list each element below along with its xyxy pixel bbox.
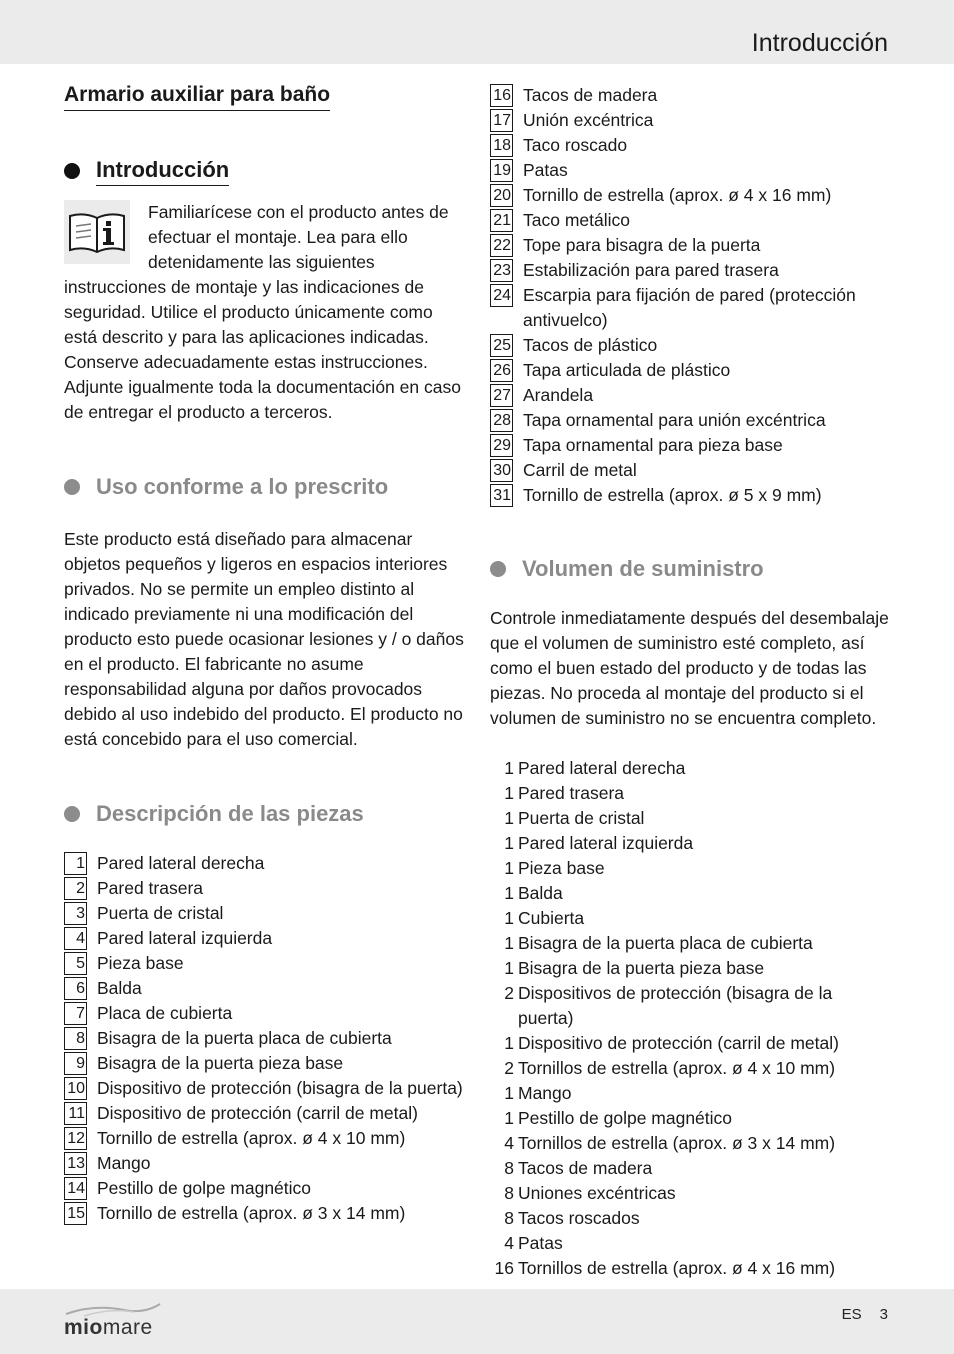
part-number: 20	[490, 184, 513, 207]
part-number: 18	[490, 134, 513, 157]
supply-quantity: 1	[504, 933, 514, 953]
part-label: Tacos de madera	[523, 85, 658, 105]
supply-quantity: 1	[504, 883, 514, 903]
part-item	[490, 333, 890, 358]
supply-quantity: 1	[504, 958, 514, 978]
part-item	[64, 976, 464, 1001]
part-item	[64, 1101, 464, 1126]
part-label: Tornillo de estrella (aprox. ø 4 x 10 mm)	[97, 1128, 406, 1148]
part-number: 24	[490, 284, 513, 307]
supply-quantity: 8	[504, 1208, 514, 1228]
intended-use-text: Este producto está diseñado para almacenar objetos pequeños y ligeros en espacios interiores privados. No se permite un empleo distinto al indicado previamente ni una modificación del producto esto puede ocasionar lesiones y / o daños en el producto. El fabricante no asume responsabilidad alguna por daños provocados debido al uso indebido del producto. El producto no está concebido para el uso comercial.	[64, 529, 464, 749]
part-number: 12	[64, 1127, 87, 1150]
supply-item	[490, 956, 890, 981]
part-item	[64, 1026, 464, 1051]
part-label: Patas	[523, 160, 568, 180]
part-item	[64, 1051, 464, 1076]
part-item	[64, 926, 464, 951]
supply-quantity: 8	[504, 1158, 514, 1178]
part-label: Dispositivo de protección (carril de metal)	[97, 1103, 418, 1123]
part-number: 22	[490, 234, 513, 257]
part-number: 8	[64, 1027, 87, 1050]
supply-quantity: 1	[504, 758, 514, 778]
language-code: ES	[841, 1306, 862, 1323]
supply-label: Tornillos de estrella (aprox. ø 4 x 10 mm)	[518, 1058, 836, 1078]
part-label: Arandela	[523, 385, 594, 405]
supply-item	[490, 906, 890, 931]
supply-quantity: 1	[504, 808, 514, 828]
part-item	[490, 133, 890, 158]
part-label: Pieza base	[97, 953, 184, 973]
part-number: 25	[490, 334, 513, 357]
part-number: 27	[490, 384, 513, 407]
brand-name-light: mare	[102, 1316, 153, 1339]
supply-quantity: 2	[504, 1058, 514, 1078]
supply-quantity: 1	[504, 908, 514, 928]
part-label: Mango	[97, 1153, 151, 1173]
part-number: 28	[490, 409, 513, 432]
supply-item	[490, 1131, 890, 1156]
part-label: Estabilización para pared trasera	[523, 260, 779, 280]
part-item	[490, 458, 890, 483]
part-number: 1	[64, 852, 87, 875]
part-label: Tacos de plástico	[523, 335, 658, 355]
supply-label: Dispositivo de protección (carril de metal)	[518, 1033, 839, 1053]
intended-use-heading-label: Uso conforme a lo prescrito	[96, 474, 389, 499]
bullet-icon	[490, 561, 506, 577]
part-number: 14	[64, 1177, 87, 1200]
parts-heading-label: Descripción de las piezas	[96, 801, 364, 826]
supply-quantity: 4	[504, 1133, 514, 1153]
part-item	[490, 283, 890, 333]
supply-label: Mango	[518, 1083, 572, 1103]
part-number: 3	[64, 902, 87, 925]
document-title: Armario auxiliar para baño	[64, 82, 330, 111]
supply-label: Pieza base	[518, 858, 605, 878]
part-label: Carril de metal	[523, 460, 637, 480]
part-number: 31	[490, 484, 513, 507]
supply-item	[490, 1106, 890, 1131]
footer-meta	[842, 1306, 888, 1323]
right-column	[490, 83, 890, 1281]
part-number: 19	[490, 159, 513, 182]
intended-use-heading	[64, 472, 464, 502]
part-number: 26	[490, 359, 513, 382]
supply-label: Tornillos de estrella (aprox. ø 3 x 14 mm)	[518, 1133, 836, 1153]
bullet-icon	[64, 806, 80, 822]
part-number: 9	[64, 1052, 87, 1075]
intro-heading	[64, 155, 464, 186]
supply-list	[490, 756, 890, 1281]
part-number: 7	[64, 1002, 87, 1025]
page-number: 3	[879, 1306, 888, 1323]
part-label: Pestillo de golpe magnético	[97, 1178, 312, 1198]
supply-item	[490, 1031, 890, 1056]
part-label: Tapa ornamental para unión excéntrica	[523, 410, 826, 430]
part-number: 17	[490, 109, 513, 132]
part-label: Dispositivo de protección (bisagra de la puerta)	[97, 1078, 463, 1098]
supply-label: Pared trasera	[518, 783, 625, 803]
part-label: Escarpia para fijación de pared (protección antivuelco)	[523, 285, 856, 330]
part-item	[64, 901, 464, 926]
part-item	[64, 1126, 464, 1151]
supply-label: Tornillos de estrella (aprox. ø 4 x 16 mm)	[518, 1258, 836, 1278]
supply-quantity: 1	[504, 1083, 514, 1103]
part-label: Tope para bisagra de la puerta	[523, 235, 761, 255]
supply-label: Bisagra de la puerta placa de cubierta	[518, 933, 813, 953]
part-number: 15	[64, 1202, 87, 1225]
page-title: Introducción	[751, 29, 888, 57]
parts-list-continued	[490, 83, 890, 508]
supply-item	[490, 856, 890, 881]
part-item	[490, 108, 890, 133]
supply-quantity: 2	[504, 983, 514, 1003]
part-label: Bisagra de la puerta placa de cubierta	[97, 1028, 392, 1048]
left-column	[64, 80, 464, 1226]
supply-heading-label: Volumen de suministro	[522, 556, 764, 581]
supply-item	[490, 1056, 890, 1081]
supply-item	[490, 756, 890, 781]
supply-label: Dispositivos de protección (bisagra de la puerta)	[518, 983, 833, 1028]
parts-list	[64, 851, 464, 1226]
part-item	[64, 951, 464, 976]
brand-name	[64, 1316, 153, 1340]
supply-item	[490, 1256, 890, 1281]
part-item	[64, 1076, 464, 1101]
supply-item	[490, 931, 890, 956]
brand-logo	[64, 1300, 164, 1344]
part-number: 30	[490, 459, 513, 482]
part-number: 6	[64, 977, 87, 1000]
part-item	[490, 183, 890, 208]
brand-name-bold: mio	[64, 1316, 103, 1339]
part-item	[490, 208, 890, 233]
part-number: 21	[490, 209, 513, 232]
part-label: Puerta de cristal	[97, 903, 224, 923]
part-item	[64, 851, 464, 876]
supply-item	[490, 1206, 890, 1231]
part-item	[490, 233, 890, 258]
supply-label: Tacos roscados	[518, 1208, 640, 1228]
part-number: 5	[64, 952, 87, 975]
supply-label: Cubierta	[518, 908, 585, 928]
part-item	[490, 358, 890, 383]
supply-quantity: 1	[504, 858, 514, 878]
supply-quantity: 8	[504, 1183, 514, 1203]
supply-item	[490, 881, 890, 906]
part-item	[490, 483, 890, 508]
part-label: Tapa ornamental para pieza base	[523, 435, 783, 455]
supply-label: Pared lateral derecha	[518, 758, 686, 778]
part-label: Balda	[97, 978, 142, 998]
part-number: 29	[490, 434, 513, 457]
supply-label: Pared lateral izquierda	[518, 833, 694, 853]
supply-text: Controle inmediatamente después del desembalaje que el volumen de suministro esté completo, así como el buen estado del producto y de todas las piezas. No proceda al montaje del producto si el volumen de suministro no se encuentra completo.	[490, 608, 889, 728]
supply-item	[490, 981, 890, 1031]
part-label: Taco metálico	[523, 210, 630, 230]
supply-item	[490, 806, 890, 831]
supply-quantity: 1	[504, 783, 514, 803]
intro-text: Familiarícese con el producto antes de efectuar el montaje. Lea para ello detenidamente las siguientes instrucciones de montaje y las indicaciones de seguridad. Utilice el producto únicamente como está descrito y para las aplicaciones indicadas. Conserve adecuadamente estas instrucciones. Adjunte igualmente toda la documentación en caso de entregar el producto a terceros.	[64, 202, 461, 422]
part-item	[64, 1176, 464, 1201]
parts-heading	[64, 799, 464, 829]
part-item	[490, 383, 890, 408]
intro-heading-label: Introducción	[96, 155, 229, 186]
supply-quantity: 4	[504, 1233, 514, 1253]
supply-label: Balda	[518, 883, 563, 903]
supply-label: Puerta de cristal	[518, 808, 645, 828]
part-item	[64, 1001, 464, 1026]
part-item	[490, 83, 890, 108]
supply-item	[490, 1156, 890, 1181]
intro-block	[64, 200, 464, 425]
part-number: 11	[64, 1102, 87, 1125]
part-label: Unión excéntrica	[523, 110, 654, 130]
supply-heading	[490, 554, 890, 584]
part-item	[490, 408, 890, 433]
bullet-icon	[64, 479, 80, 495]
supply-label: Patas	[518, 1233, 563, 1253]
supply-label: Uniones excéntricas	[518, 1183, 676, 1203]
supply-label: Pestillo de golpe magnético	[518, 1108, 733, 1128]
part-item	[64, 1201, 464, 1226]
part-item	[490, 433, 890, 458]
supply-item	[490, 1181, 890, 1206]
part-number: 23	[490, 259, 513, 282]
supply-quantity: 1	[504, 1108, 514, 1128]
supply-label: Tacos de madera	[518, 1158, 653, 1178]
supply-quantity: 1	[504, 833, 514, 853]
part-number: 13	[64, 1152, 87, 1175]
supply-item	[490, 831, 890, 856]
part-label: Tornillo de estrella (aprox. ø 4 x 16 mm)	[523, 185, 832, 205]
book-info-icon	[64, 200, 130, 264]
part-label: Taco roscado	[523, 135, 628, 155]
part-label: Tornillo de estrella (aprox. ø 3 x 14 mm)	[97, 1203, 406, 1223]
part-number: 4	[64, 927, 87, 950]
supply-item	[490, 1231, 890, 1256]
part-item	[490, 158, 890, 183]
part-label: Tapa articulada de plástico	[523, 360, 731, 380]
part-number: 10	[64, 1077, 87, 1100]
supply-quantity: 1	[504, 1033, 514, 1053]
part-label: Pared lateral derecha	[97, 853, 265, 873]
part-label: Pared trasera	[97, 878, 204, 898]
part-label: Placa de cubierta	[97, 1003, 233, 1023]
bullet-icon	[64, 163, 80, 179]
part-label: Bisagra de la puerta pieza base	[97, 1053, 344, 1073]
supply-label: Bisagra de la puerta pieza base	[518, 958, 765, 978]
supply-item	[490, 781, 890, 806]
part-label: Tornillo de estrella (aprox. ø 5 x 9 mm)	[523, 485, 822, 505]
part-number: 2	[64, 877, 87, 900]
part-item	[64, 1151, 464, 1176]
supply-item	[490, 1081, 890, 1106]
part-label: Pared lateral izquierda	[97, 928, 273, 948]
part-item	[64, 876, 464, 901]
part-number: 16	[490, 84, 513, 107]
supply-quantity: 16	[494, 1258, 514, 1278]
part-item	[490, 258, 890, 283]
